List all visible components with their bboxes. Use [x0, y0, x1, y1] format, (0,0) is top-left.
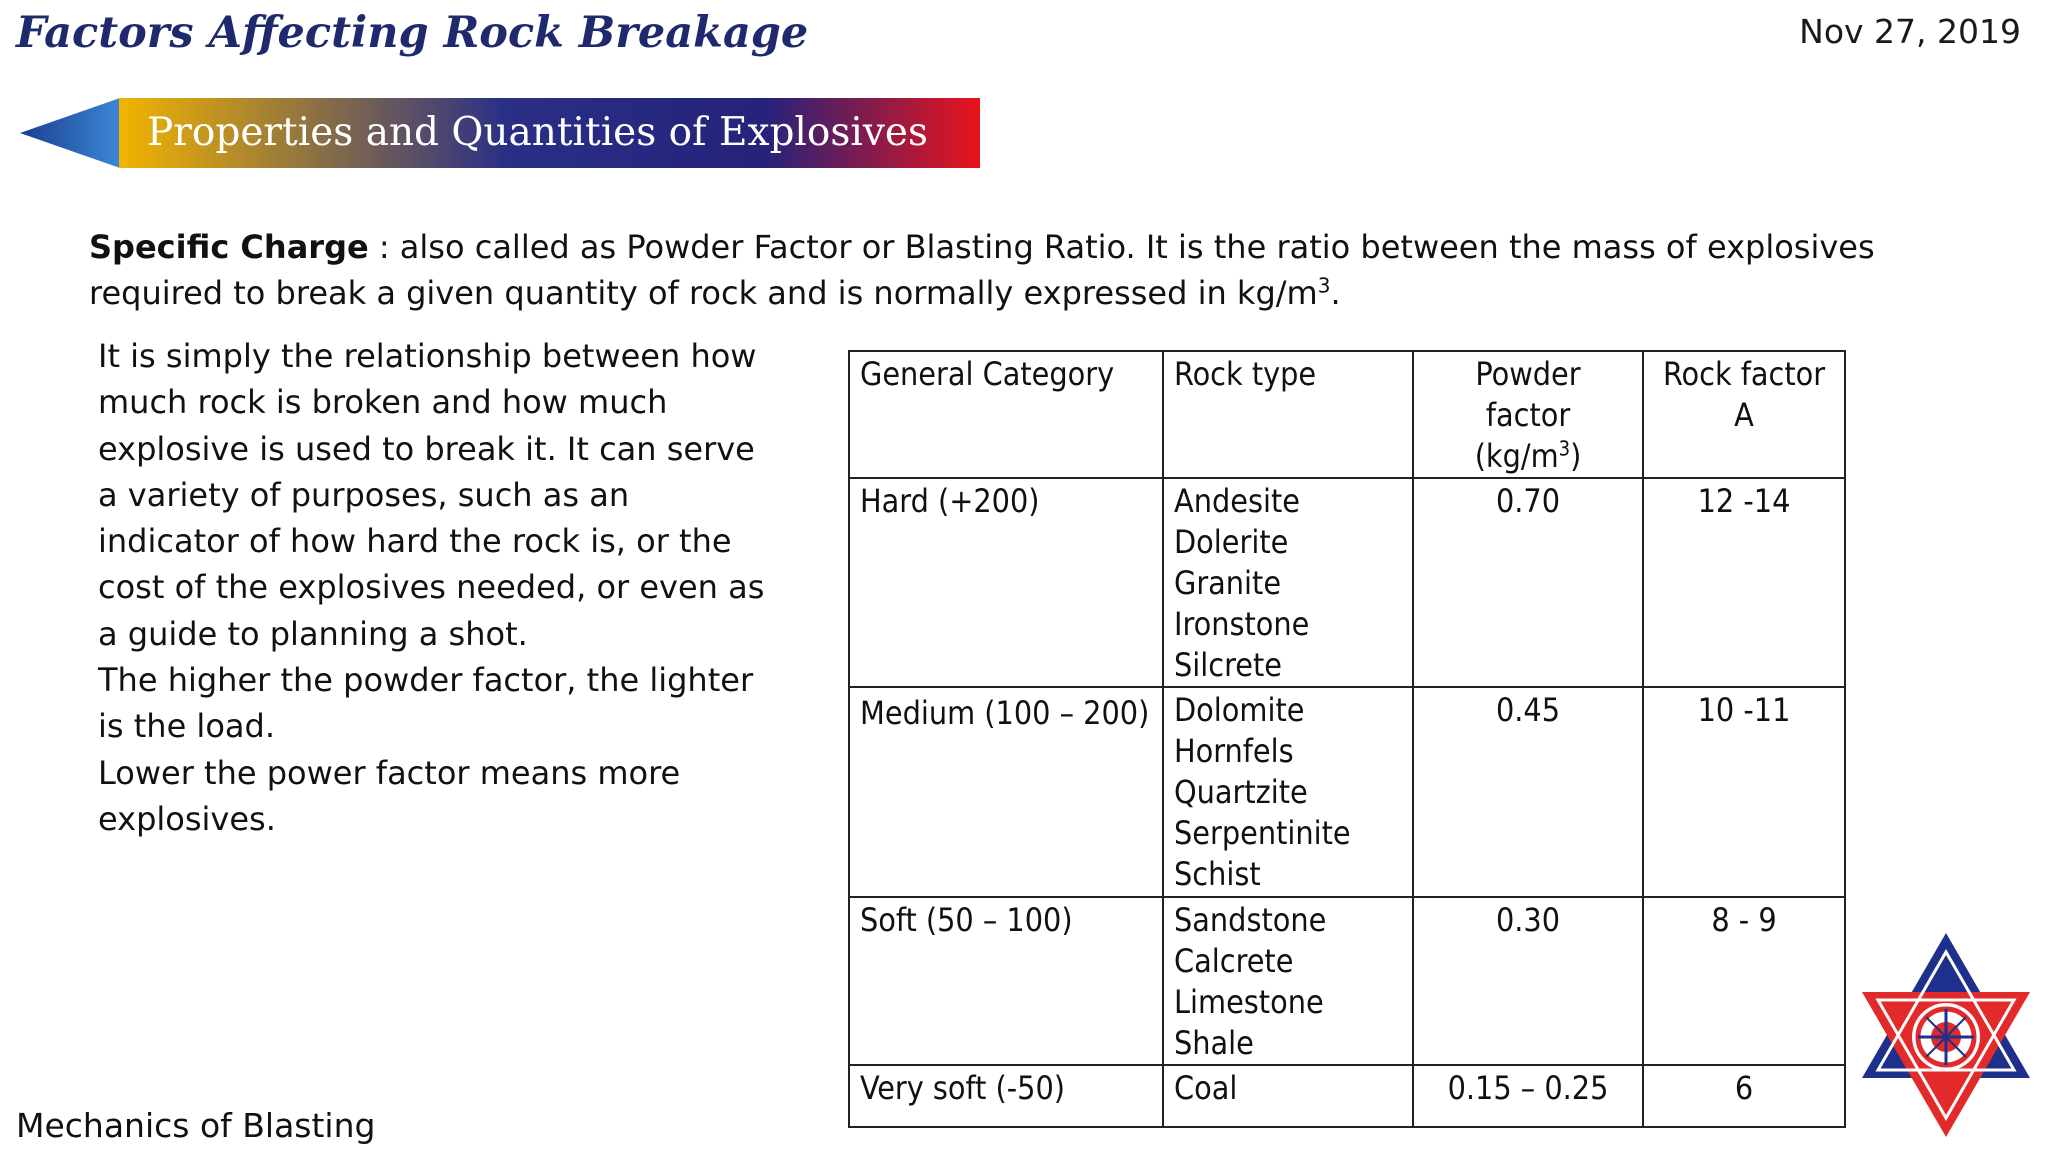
header-powder-close: ): [1570, 437, 1582, 475]
table-header-row: [849, 351, 1845, 478]
rock-name: Shale: [1174, 1024, 1254, 1062]
rock-name: Hornfels: [1174, 732, 1294, 770]
specific-charge-definition: [89, 224, 1989, 316]
category-cell: Very soft (-50): [849, 1065, 1163, 1127]
definition-text: : also called as Powder Factor or Blasting Ratio. It is the ratio between the mass of explosives required to break a given quantity of rock and is normally expressed in kg/m: [89, 228, 1875, 312]
header-powder-line1: Powder: [1475, 355, 1581, 393]
rock-name: Serpentinite: [1174, 814, 1351, 852]
rock-factor-cell: 10 -11: [1643, 687, 1845, 897]
table-row: [849, 1065, 1845, 1127]
table-row: [849, 478, 1845, 687]
rock-name: Calcrete: [1174, 942, 1294, 980]
powder-factor-table: [848, 350, 1846, 1128]
header-powder-factor: [1413, 351, 1643, 478]
section-banner: [20, 98, 980, 168]
rock-name: Dolerite: [1174, 523, 1289, 561]
powder-factor-cell: 0.45: [1413, 687, 1643, 897]
powder-factor-cell: 0.30: [1413, 897, 1643, 1065]
powder-factor-cell: 0.15 – 0.25: [1413, 1065, 1643, 1127]
header-rock-type: Rock type: [1163, 351, 1413, 478]
header-powder-unit: (kg/m: [1474, 437, 1559, 475]
rock-factor-cell: 6: [1643, 1065, 1845, 1127]
rock-name: Coal: [1174, 1069, 1238, 1107]
explanation-text: [98, 333, 778, 842]
rock-type-cell: [1163, 897, 1413, 1065]
rock-name: Limestone: [1174, 983, 1324, 1021]
university-emblem-icon: [1858, 930, 2034, 1140]
rock-name: Quartzite: [1174, 773, 1308, 811]
rock-factor-cell: 12 -14: [1643, 478, 1845, 687]
definition-end: .: [1330, 274, 1341, 312]
rock-type-cell: [1163, 478, 1413, 687]
header-general-category: General Category: [849, 351, 1163, 478]
rock-name: Schist: [1174, 855, 1261, 893]
rock-name: Andesite: [1174, 482, 1300, 520]
banner-title: Properties and Quantities of Explosives: [147, 110, 928, 155]
powder-factor-cell: 0.70: [1413, 478, 1643, 687]
rock-factor-cell: 8 - 9: [1643, 897, 1845, 1065]
rock-name: Silcrete: [1174, 646, 1282, 684]
rock-name: Dolomite: [1174, 691, 1305, 729]
header-rock-factor: [1643, 351, 1845, 478]
footer-course-name: Mechanics of Blasting: [16, 1106, 376, 1145]
explanation-paragraph-3: Lower the power factor means more explosives.: [98, 753, 681, 838]
table-row: [849, 897, 1845, 1065]
slide-title: Factors Affecting Rock Breakage: [16, 8, 809, 58]
rock-type-cell: [1163, 1065, 1413, 1127]
term-specific-charge: Specific Charge: [89, 228, 369, 266]
rock-type-cell: [1163, 687, 1413, 897]
explanation-paragraph-2: The higher the powder factor, the lighter is the load.: [98, 661, 754, 746]
slide-date: Nov 27, 2019: [1799, 12, 2021, 51]
explanation-paragraph-1: It is simply the relationship between how much rock is broken and how much explosive is used to break it. It can serve a variety of purposes, such as an indicator of how hard the rock is, or the cost of the explosives needed, or even as a guide to planning a shot.: [98, 337, 765, 653]
rock-name: Granite: [1174, 564, 1282, 602]
header-powder-exponent: 3: [1558, 436, 1571, 461]
header-rock-factor-line1: Rock factor: [1662, 355, 1826, 393]
category-cell: Hard (+200): [849, 478, 1163, 687]
header-rock-factor-line2: A: [1734, 396, 1754, 434]
header-powder-line2: factor: [1485, 396, 1571, 434]
table-row: [849, 687, 1845, 897]
rock-name: Sandstone: [1174, 901, 1327, 939]
category-cell: Medium (100 – 200): [849, 687, 1163, 897]
rock-name: Ironstone: [1174, 605, 1310, 643]
unit-exponent: 3: [1317, 273, 1331, 298]
category-cell: Soft (50 – 100): [849, 897, 1163, 1065]
